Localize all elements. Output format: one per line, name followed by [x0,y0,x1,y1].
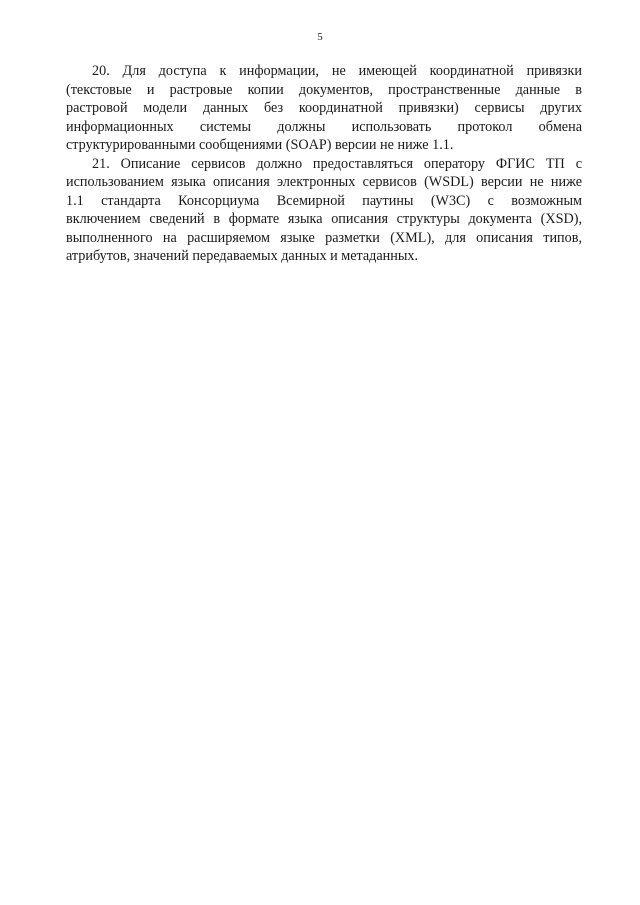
paragraph-21 [66,155,582,266]
paragraph-line: выполненного на расширяемом языке разметки (XML), для описания типов, [66,229,582,246]
paragraph-line: использованием языка описания электронных сервисов (WSDL) версии не ниже [66,174,582,190]
paragraph-20 [66,62,582,155]
paragraph-line: атрибутов, значений передаваемых данных и метаданных. [66,248,419,264]
paragraph-line: 21. Описание сервисов должно предоставляться оператору ФГИС ТП с [92,155,582,172]
paragraph-line: структурированными сообщениями (SOAP) версии не ниже 1.1. [66,137,454,153]
document-body [66,62,582,266]
paragraph-line: включением сведений в формате языка описания структуры документа (XSD), [66,211,582,227]
page-number: 5 [317,31,323,43]
paragraph-line: 20. Для доступа к информации, не имеющей координатной привязки [92,63,582,79]
paragraph-line: информационных системы должны использовать протокол обмена [66,118,582,135]
paragraph-line: растровой модели данных без координатной привязки) сервисы других [66,100,582,116]
paragraph-line: (текстовые и растровые копии документов, пространственные данные в [66,81,582,98]
paragraph-line: 1.1 стандарта Консорциума Всемирной паутины (W3C) с возможным [66,192,582,209]
